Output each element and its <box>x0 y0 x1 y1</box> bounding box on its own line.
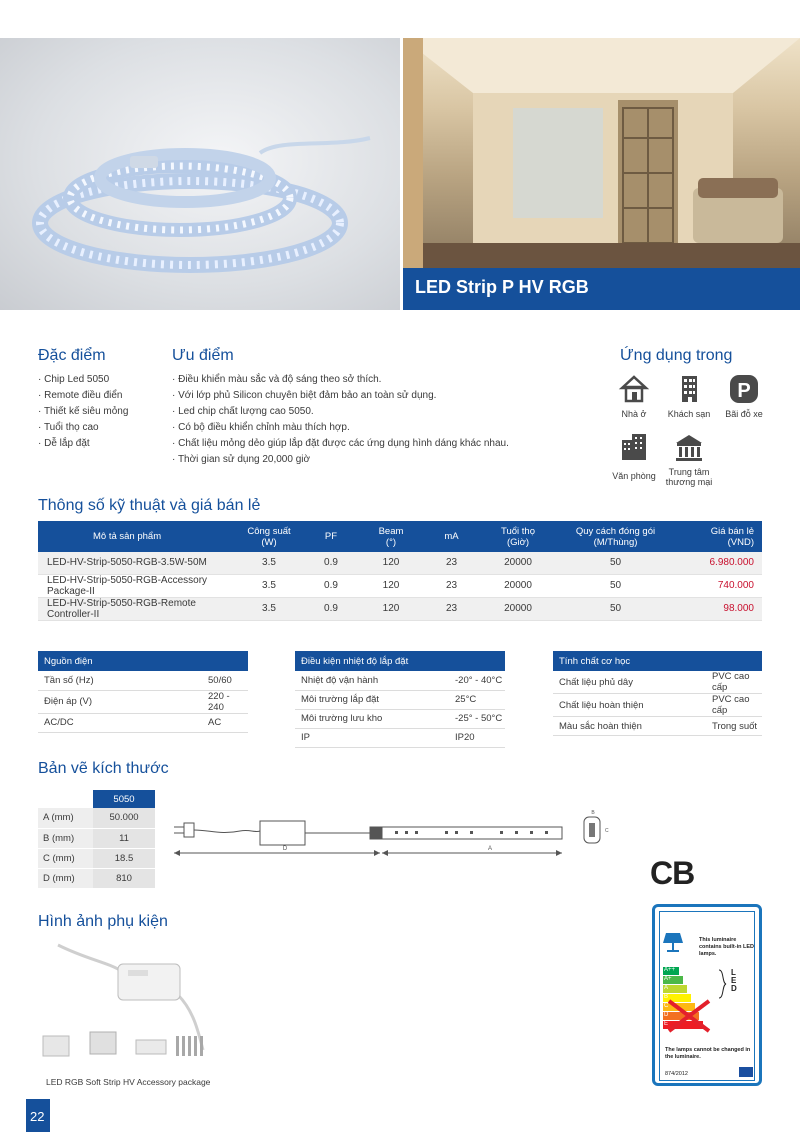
col-description: Mô tả sản phẩm <box>38 521 238 552</box>
accessories-caption: LED RGB Soft Strip HV Accessory package <box>46 1077 211 1087</box>
table-cell: 50 <box>553 552 678 574</box>
brace-icon <box>717 969 727 999</box>
table-row: Điện áp (V) 220 - 240 <box>38 690 248 713</box>
price-cell: 740.000 <box>678 574 762 597</box>
cross-section-drawing <box>578 808 608 848</box>
list-item: · Dễ lắp đặt <box>38 438 90 449</box>
eu-flag-icon <box>739 1067 753 1077</box>
application-office: Văn phòng <box>604 432 664 481</box>
col-beam: Beam (°) <box>362 521 420 552</box>
energy-class-ap: A+ <box>663 976 683 984</box>
table-row <box>38 574 762 597</box>
table-row: Nhiệt độ vận hành -20° - 40°C <box>295 671 505 690</box>
mechanical-heading: Tính chất cơ học <box>553 651 762 671</box>
table-row: B (mm) 11 <box>38 828 155 848</box>
led-strip-photo <box>0 38 400 310</box>
col-packing: Quy cách đóng gói (M/Thùng) <box>553 521 678 552</box>
table-cell: 0.9 <box>300 574 362 597</box>
power-heading: Nguồn điện <box>38 651 248 671</box>
table-cell: 20000 <box>483 574 553 597</box>
table-cell: 3.5 <box>238 597 300 620</box>
features-list <box>38 372 168 452</box>
dimensions-column: 5050 <box>93 790 155 808</box>
page-number-badge <box>26 1099 50 1132</box>
applications-heading: Ứng dụng trong <box>620 347 733 364</box>
dim-label-b: B <box>591 810 595 816</box>
table-cell: 0.9 <box>300 552 362 574</box>
accessories-photo <box>38 940 210 1072</box>
energy-label <box>652 904 762 1086</box>
table-cell: 23 <box>420 574 483 597</box>
energy-class-e: E <box>663 1021 703 1029</box>
table-cell: 120 <box>362 574 420 597</box>
list-item: · Với lớp phủ Silicon chuyên biệt đảm bảo an toàn sử dụng. <box>172 390 437 401</box>
table-row <box>38 552 762 574</box>
application-parking: P Bãi đỗ xe <box>714 374 774 419</box>
table-row: Chất liệu hoàn thiện PVC cao cấp <box>553 694 762 717</box>
table-row: Môi trường lắp đặt 25°C <box>295 690 505 709</box>
col-lifetime: Tuổi thọ (Giờ) <box>483 521 553 552</box>
table-cell: 120 <box>362 597 420 620</box>
col-pf: PF <box>300 521 362 552</box>
energy-class-d: D <box>663 1012 699 1020</box>
table-row: Màu sắc hoàn thiện Trong suốt <box>553 717 762 736</box>
temperature-table <box>295 651 505 748</box>
cross-out-icon <box>663 997 713 1033</box>
cb-mark: CB <box>650 855 695 891</box>
col-ma: mA <box>420 521 483 552</box>
table-cell: 50 <box>553 574 678 597</box>
table-cell: 20000 <box>483 552 553 574</box>
advantages-list <box>172 372 572 468</box>
spec-heading: Thông số kỹ thuật và giá bán lẻ <box>38 497 261 514</box>
power-table <box>38 651 248 733</box>
spec-table <box>38 521 762 621</box>
temperature-heading: Điều kiện nhiệt độ lắp đặt <box>295 651 505 671</box>
table-row: C (mm) 18.5 <box>38 848 155 868</box>
list-item: · Thời gian sử dụng 20,000 giờ <box>172 454 311 465</box>
table-row: Chất liệu phủ dây PVC cao cấp <box>553 671 762 694</box>
application-hotel: Khách sạn <box>659 374 719 419</box>
dim-label-c: C <box>605 828 609 834</box>
table-row <box>38 597 762 620</box>
table-cell: 3.5 <box>238 574 300 597</box>
mall-icon <box>674 432 704 462</box>
dim-label-d: D <box>282 846 288 852</box>
energy-label-led: LED <box>731 968 737 993</box>
energy-class-b: B <box>663 994 691 1002</box>
table-row: A (mm) 50.000 <box>38 808 155 828</box>
product-title-bar <box>403 268 800 310</box>
table-cell: 23 <box>420 597 483 620</box>
lamp-icon <box>663 931 683 953</box>
table-row: AC/DC AC <box>38 713 248 732</box>
accessories-heading: Hình ảnh phụ kiện <box>38 913 168 930</box>
dimension-drawing <box>170 805 610 865</box>
page-number: 22 <box>30 1109 45 1124</box>
table-cell: LED-HV-Strip-5050-RGB-Remote Controller-II <box>38 597 238 620</box>
features-heading: Đặc điểm <box>38 347 106 364</box>
col-power: Công suất (W) <box>238 521 300 552</box>
energy-class-a: A <box>663 985 687 993</box>
price-cell: 98.000 <box>678 597 762 620</box>
table-row: Môi trường lưu kho -25° - 50°C <box>295 709 505 728</box>
table-header-row <box>38 521 762 552</box>
application-mall: Trung tâm thương mại <box>659 432 719 487</box>
table-cell: LED-HV-Strip-5050-RGB-Accessory Package-II <box>38 574 238 597</box>
energy-label-text-1: This luminaire contains built-in LED lamps. <box>699 937 754 957</box>
energy-class-c: C <box>663 1003 695 1011</box>
table-row: D (mm) 810 <box>38 868 155 888</box>
advantages-heading: Ưu điểm <box>172 347 234 364</box>
table-cell: 23 <box>420 552 483 574</box>
office-icon <box>619 432 649 462</box>
dimensions-heading: Bản vẽ kích thước <box>38 760 169 777</box>
mechanical-table <box>553 651 762 736</box>
energy-class-app: A++ <box>663 967 679 975</box>
energy-label-text-2: The lamps cannot be changed in the luminaire. <box>665 1047 751 1060</box>
list-item: · Chip Led 5050 <box>38 374 110 385</box>
table-cell: 3.5 <box>238 552 300 574</box>
list-item: · Điều khiển màu sắc và độ sáng theo sở thích. <box>172 374 382 385</box>
list-item: · Thiết kế siêu mỏng <box>38 406 129 417</box>
list-item: · Chất liệu mỏng dẻo giúp lắp đặt được các ứng dụng hình dáng khác nhau. <box>172 438 509 449</box>
table-row: IP IP20 <box>295 728 505 747</box>
living-room-photo <box>403 38 800 268</box>
parking-icon <box>729 374 759 404</box>
price-cell: 6.980.000 <box>678 552 762 574</box>
list-item: · Tuổi thọ cao <box>38 422 99 433</box>
table-cell: 50 <box>553 597 678 620</box>
list-item: · Remote điều điển <box>38 390 123 401</box>
col-price: Giá bán lẻ (VND) <box>678 521 762 552</box>
dim-label-a: A <box>487 846 493 852</box>
svg-text:P: P <box>737 380 751 402</box>
hotel-icon <box>674 374 704 404</box>
table-cell: 120 <box>362 552 420 574</box>
list-item: · Led chip chất lượng cao 5050. <box>172 406 314 417</box>
application-home: Nhà ở <box>604 374 664 419</box>
table-cell: 20000 <box>483 597 553 620</box>
house-icon <box>619 374 649 404</box>
table-cell: LED-HV-Strip-5050-RGB-3.5W-50M <box>38 552 238 574</box>
table-row: Tần số (Hz) 50/60 <box>38 671 248 690</box>
list-item: · Có bộ điều khiển chỉnh màu thích hợp. <box>172 422 350 433</box>
energy-label-regulation: 874/2012 <box>665 1071 688 1077</box>
dimensions-table <box>38 790 155 889</box>
product-title: LED Strip P HV RGB <box>415 277 589 297</box>
table-cell: 0.9 <box>300 597 362 620</box>
